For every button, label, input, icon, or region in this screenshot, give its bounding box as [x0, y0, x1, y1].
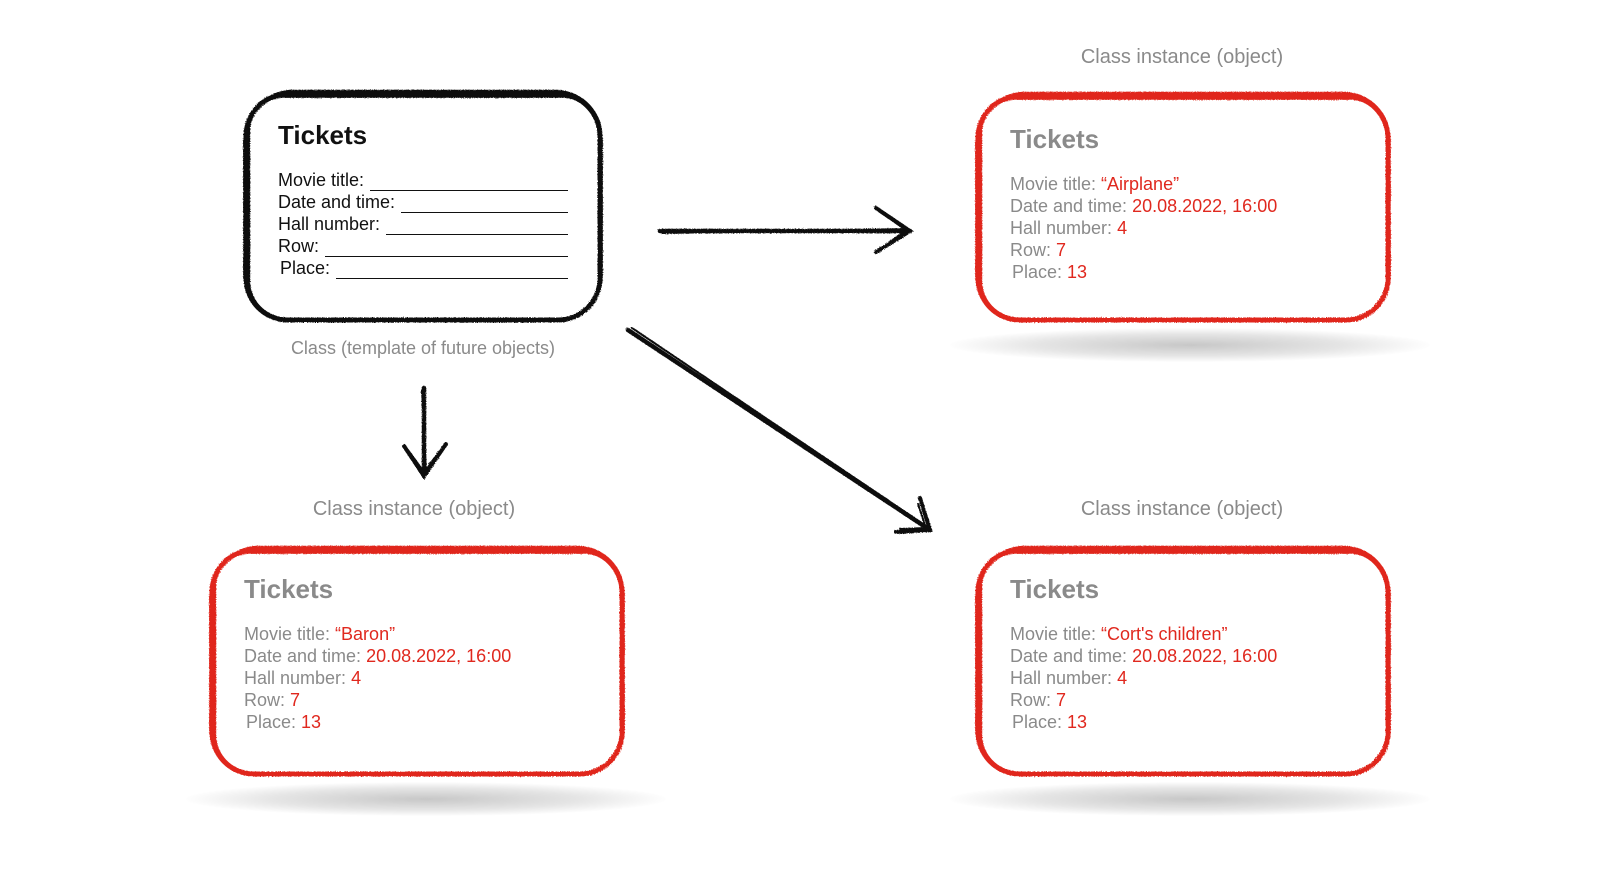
- instance-field-movie-title: [1010, 623, 1277, 645]
- instance-field-value: 4: [1117, 668, 1128, 688]
- instance-field-value: 4: [351, 668, 362, 688]
- instance-field-label: Date and time:: [1010, 646, 1128, 666]
- template-field-movie-title: [278, 169, 568, 191]
- instance-card-shadow: [186, 782, 666, 816]
- instance-field-date-time: [244, 645, 511, 667]
- instance-title: Tickets: [244, 574, 334, 604]
- instance-field-label: Place:: [246, 712, 297, 732]
- template-field-label: Date and time:: [278, 192, 396, 212]
- instance-caption: Class instance (object): [1080, 498, 1284, 520]
- instance-card-shadow: [950, 782, 1430, 816]
- template-field-place: [278, 257, 568, 279]
- instance-field-hall-number: [1010, 217, 1277, 239]
- instance-field-place: [1010, 711, 1277, 733]
- instance-field-value: 20.08.2022, 16:00: [1132, 646, 1278, 666]
- template-field-blank: [325, 241, 568, 257]
- template-field-blank: [401, 197, 568, 213]
- instance-field-hall-number: [1010, 667, 1277, 689]
- instance-field-place: [244, 711, 511, 733]
- arrow-to-instance-bottom-right: [628, 328, 930, 532]
- instance-field-value: “Cort's children”: [1101, 624, 1228, 644]
- instance-field-value: 20.08.2022, 16:00: [1132, 196, 1278, 216]
- instance-field-value: 13: [1067, 262, 1088, 282]
- instance-field-label: Place:: [1012, 262, 1063, 282]
- instance-field-value: 7: [1056, 690, 1067, 710]
- instance-field-label: Hall number:: [244, 668, 347, 688]
- instance-title: Tickets: [1010, 574, 1100, 604]
- instance-field-row: [244, 689, 511, 711]
- instance-field-hall-number: [244, 667, 511, 689]
- instance-field-label: Movie title:: [1010, 624, 1097, 644]
- instance-card-shadow: [950, 328, 1430, 362]
- template-field-label: Hall number:: [278, 214, 381, 234]
- template-field-row: [278, 235, 568, 257]
- instance-field-label: Hall number:: [1010, 668, 1113, 688]
- instance-field-label: Row:: [1010, 690, 1052, 710]
- instance-field-label: Date and time:: [1010, 196, 1128, 216]
- instance-field-row: [1010, 689, 1277, 711]
- instance-field-value: 13: [301, 712, 322, 732]
- instance-field-label: Row:: [1010, 240, 1052, 260]
- instance-field-value: 7: [1056, 240, 1067, 260]
- arrow-to-instance-right: [660, 208, 910, 252]
- instance-field-value: 20.08.2022, 16:00: [366, 646, 512, 666]
- instance-field-place: [1010, 261, 1277, 283]
- instance-field-movie-title: [244, 623, 511, 645]
- template-title: Tickets: [278, 120, 368, 150]
- arrow-to-instance-bottom-left: [404, 388, 446, 476]
- instance-field-label: Date and time:: [244, 646, 362, 666]
- instance-field-value: “Airplane”: [1101, 174, 1180, 194]
- template-field-label: Place:: [280, 258, 331, 278]
- instance-field-label: Movie title:: [1010, 174, 1097, 194]
- template-field-blank: [386, 219, 568, 235]
- instance-caption: Class instance (object): [312, 498, 516, 520]
- instance-field-label: Place:: [1012, 712, 1063, 732]
- instance-card-airplane: [972, 90, 1394, 326]
- instance-field-label: Row:: [244, 690, 286, 710]
- template-field-label: Movie title:: [278, 170, 365, 190]
- instance-field-value: 13: [1067, 712, 1088, 732]
- instance-field-label: Hall number:: [1010, 218, 1113, 238]
- instance-field-date-time: [1010, 195, 1277, 217]
- class-template-card: [240, 88, 606, 326]
- instance-card-baron: [206, 544, 628, 780]
- instance-field-movie-title: [1010, 173, 1277, 195]
- instance-field-value: 7: [290, 690, 301, 710]
- instance-field-value: “Baron”: [335, 624, 396, 644]
- template-caption: Class (template of future objects): [290, 338, 556, 358]
- instance-title: Tickets: [1010, 124, 1100, 154]
- instance-field-row: [1010, 239, 1277, 261]
- template-field-hall-number: [278, 213, 568, 235]
- template-field-blank: [336, 263, 568, 279]
- instance-field-label: Movie title:: [244, 624, 331, 644]
- instance-field-date-time: [1010, 645, 1277, 667]
- instance-caption: Class instance (object): [1080, 46, 1284, 68]
- template-field-blank: [370, 175, 568, 191]
- template-field-label: Row:: [278, 236, 320, 256]
- instance-field-value: 4: [1117, 218, 1128, 238]
- template-field-date-time: [278, 191, 568, 213]
- instance-card-corts-children: [972, 544, 1394, 780]
